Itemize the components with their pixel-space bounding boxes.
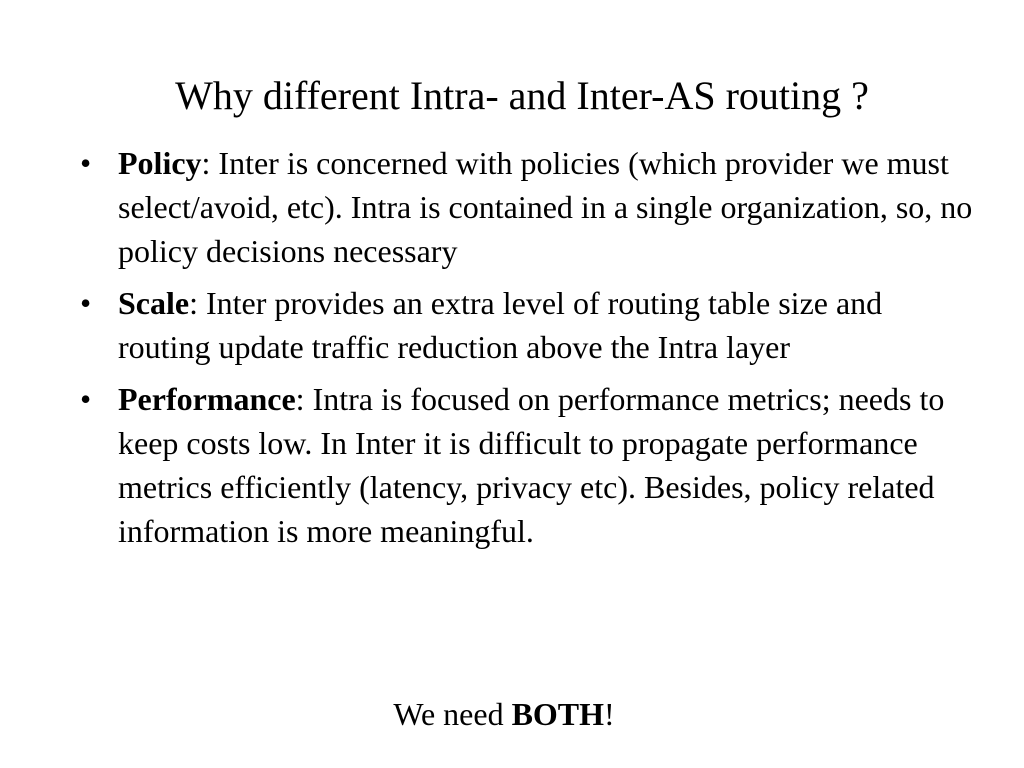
closing-suffix: ! (604, 696, 615, 732)
closing-prefix: We need (393, 696, 512, 732)
bullet-separator: : (189, 285, 198, 321)
bullet-separator: : (201, 145, 211, 181)
bullet-separator: : (295, 381, 305, 417)
bullet-text: Inter provides an extra level of routing table size and routing update traffic reduction above the Intra layer (118, 285, 883, 365)
bullet-term: Performance (118, 381, 296, 417)
bullet-text: Inter is concerned with policies (which provider we must select/avoid, etc). Intra is contained in a single organization, so, no policy decisions necessary (118, 145, 973, 269)
bullet-icon: • (80, 285, 92, 321)
bullet-term: Scale (118, 285, 190, 321)
bullet-icon: • (80, 381, 92, 417)
slide-title: Why different Intra- and Inter-AS routing ? (175, 73, 869, 118)
closing-emphasis: BOTH (511, 696, 605, 732)
bullet-list (80, 141, 980, 561)
bullet-item-performance (80, 377, 980, 553)
bullet-text: Intra is focused on performance metrics; needs to keep costs low. In Inter it is difficult to propagate performance metrics efficiently (latency, privacy etc). Besides, policy related information is more meaningful. (118, 381, 945, 549)
bullet-item-policy (80, 141, 980, 273)
bullet-item-scale (80, 281, 980, 369)
bullet-term: Policy (118, 145, 202, 181)
closing-statement (0, 692, 1008, 736)
bullet-icon: • (80, 145, 92, 181)
